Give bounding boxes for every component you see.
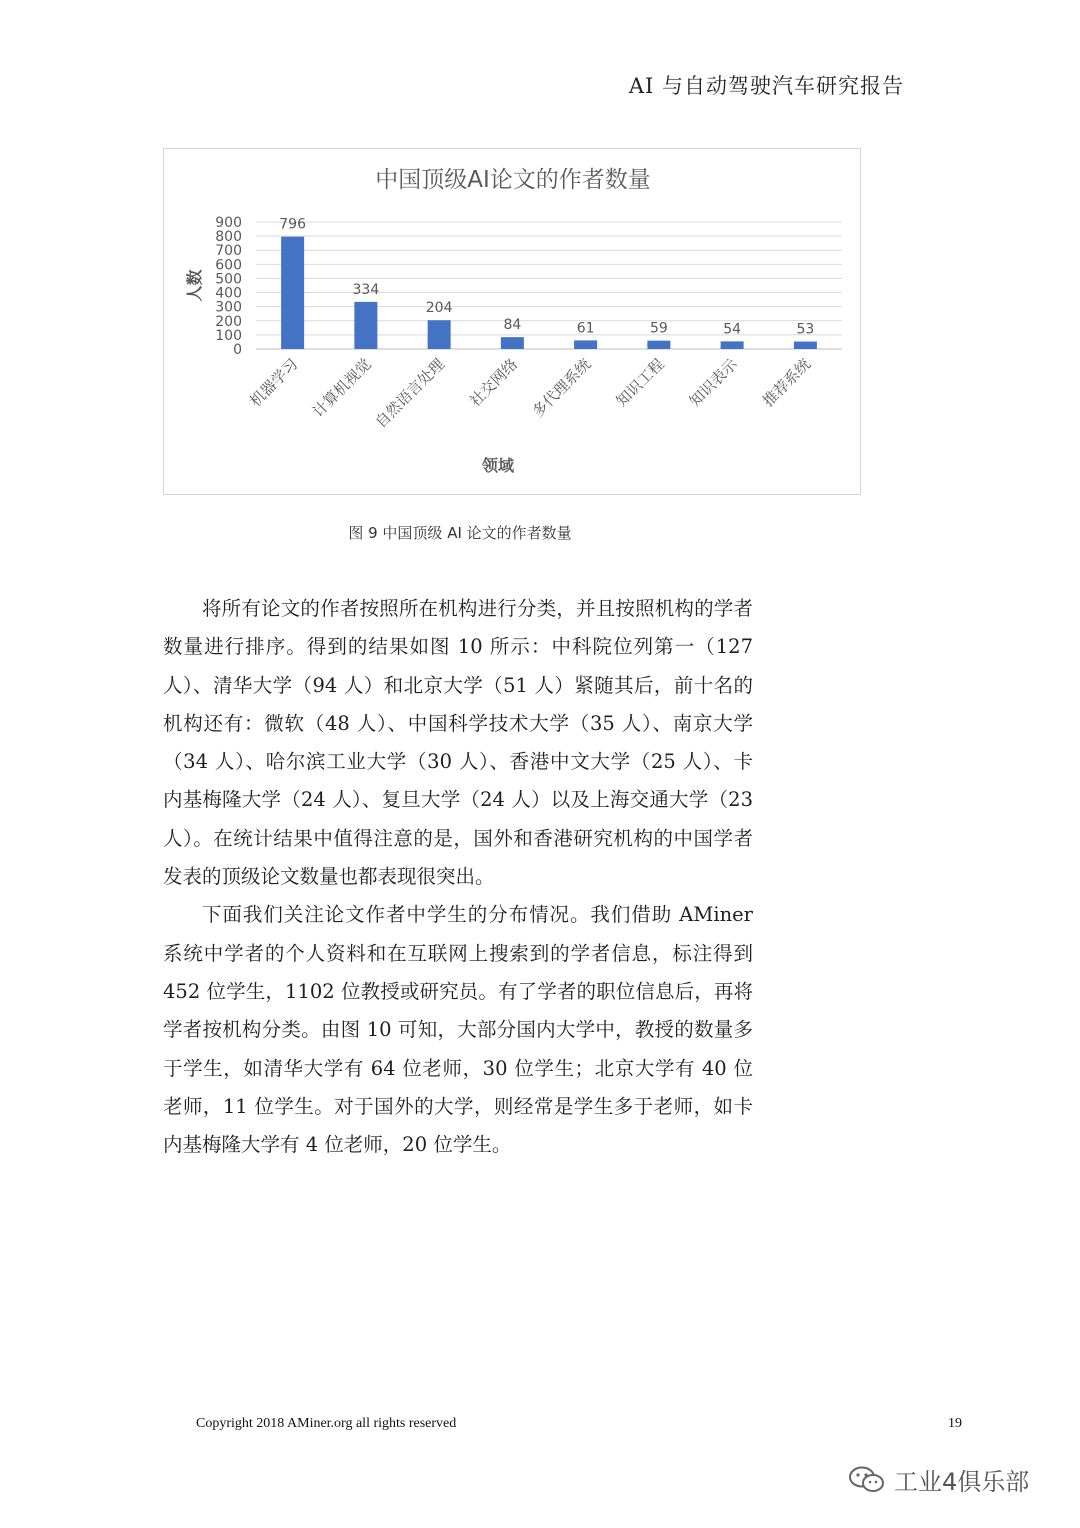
watermark-text: 工业4俱乐部 [894,1468,1030,1496]
chart-title: 中国顶级AI论文的作者数量 [375,167,651,193]
chart-canvas [164,149,862,496]
y-tick-label: 700 [215,243,242,260]
bar [281,237,304,349]
y-tick-label: 500 [215,271,242,288]
figure-caption: 图 9 中国顶级 AI 论文的作者数量 [348,524,572,542]
page-number: 19 [948,1416,962,1431]
paragraph-1: 将所有论文的作者按照所在机构进行分类，并且按照机构的学者数量进行排序。得到的结果如图 10 所示：中科院位列第一（127 人）、清华大学（94 人）和北京大学（51 人）紧随其后，前十名的机构还有：微软（48 人）、中国科学技术大学（35 人）、南京大学（34 人）、哈尔滨工业大学（30 人）、香港中文大学（25 人）、卡内基梅隆大学（24 人）、复旦大学（24 人）以及上海交通大学（23 人）。在统计结果中值得注意的是，国外和香港研究机构的中国学者发表的顶级论文数量也都表现很突出。 [163,597,753,889]
x-tick-label: 知识工程 [612,355,668,411]
data-label: 61 [576,320,595,337]
y-tick-label: 100 [215,327,242,344]
data-label: 204 [425,300,453,317]
y-axis-label: 人数 [185,269,204,302]
bar [794,342,817,349]
x-axis-label: 领域 [481,456,515,475]
bar [354,302,377,349]
x-tick-label: 自然语言处理 [371,355,448,432]
x-tick-label: 社交网络 [466,355,522,411]
bar [428,320,451,349]
y-tick-label: 900 [215,215,242,231]
x-tick-label: 计算机视觉 [308,355,375,421]
bar [574,340,597,349]
y-tick-label: 0 [233,342,242,358]
y-tick-label: 600 [215,257,242,274]
data-label: 54 [723,321,742,338]
x-tick-label: 推荐系统 [759,355,815,411]
wechat-icon [848,1465,886,1495]
x-tick-label: 知识表示 [685,355,741,411]
x-tick-label: 多代理系统 [528,355,595,421]
bar [721,341,744,349]
y-tick-label: 300 [215,299,242,316]
watermark [848,1462,1029,1497]
y-tick-label: 800 [215,229,242,246]
bar-chart [163,148,861,495]
footer-copyright: Copyright 2018 AMiner.org all rights reserved [196,1416,457,1431]
x-tick-label: 机器学习 [246,355,302,411]
y-tick-label: 400 [215,285,242,302]
data-label: 84 [503,317,522,334]
bar [501,337,524,349]
report-header-title: AI 与自动驾驶汽车研究报告 [628,74,904,98]
y-tick-label: 200 [215,313,242,330]
paragraph-2: 下面我们关注论文作者中学生的分布情况。我们借助 AMiner 系统中学者的个人资料和在互联网上搜索到的学者信息，标注得到 452 位学生，1102 位教授或研究员。有了学者的职位信息后，再将学者按机构分类。由图 10 可知，大部分国内大学中，教授的数量多于学生，如清华大学有 64 位老师，30 位学生；北京大学有 40 位老师，11 位学生。对于国外的大学，则经常是学生多于老师，如卡内基梅隆大学有 4 位老师，20 位学生。 [163,903,753,1157]
data-label: 59 [649,320,668,337]
data-label: 53 [796,321,815,338]
data-label: 334 [352,281,380,298]
bar [647,341,670,349]
body-text [163,590,753,1164]
data-label: 796 [279,216,306,233]
